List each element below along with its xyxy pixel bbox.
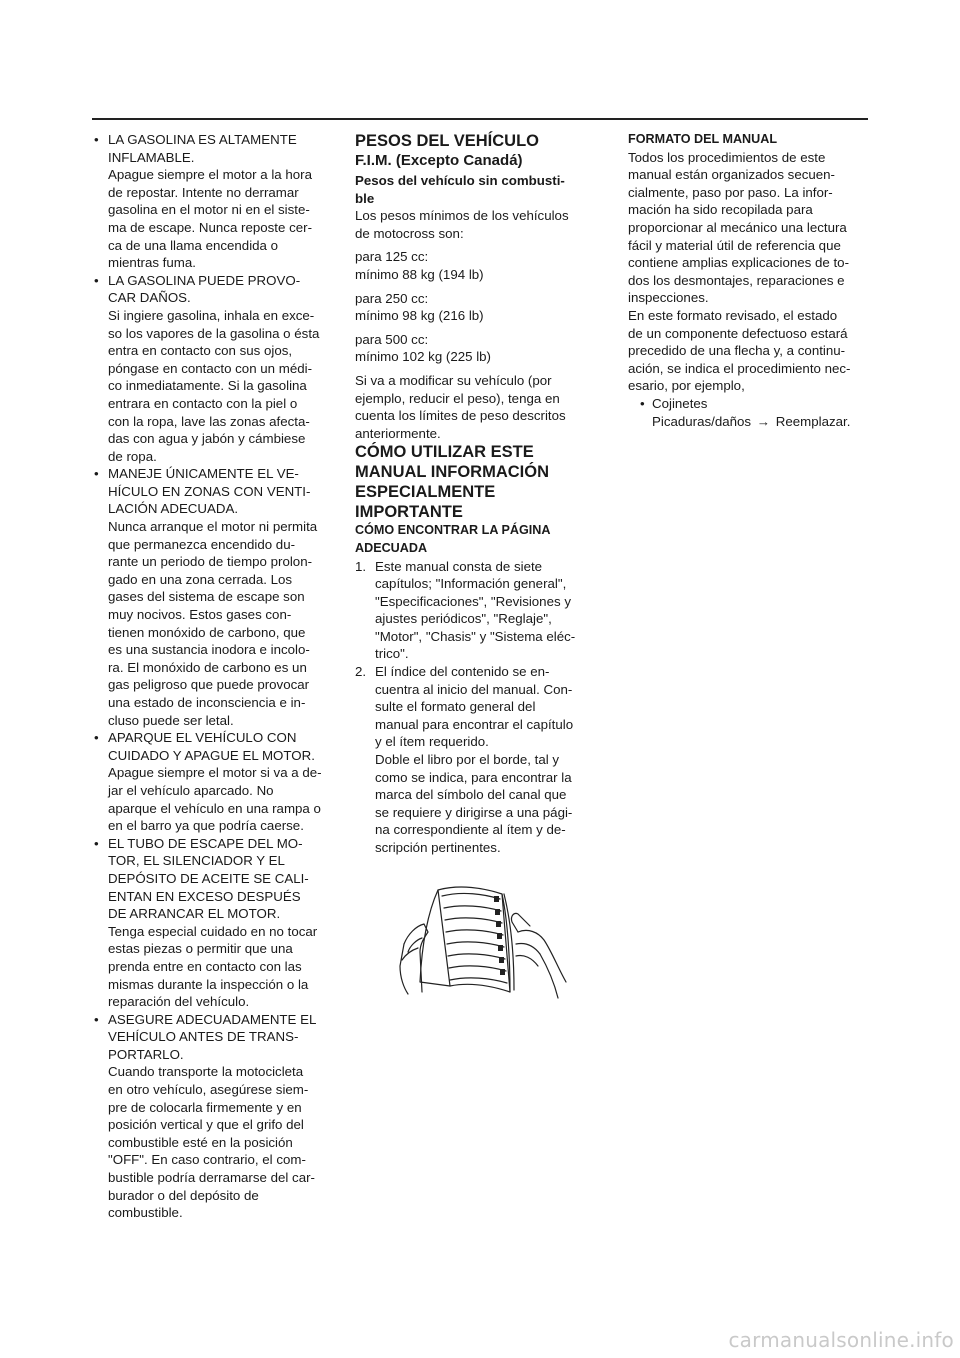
warning-item: • APARQUE EL VEHÍCULO CON CUIDADO Y APAGUE EL MOTOR. Apague siempre el motor si va a de- jar el vehículo aparcado. No aparque el vehículo en una rampa o en el barro ya que podría caerse.: [92, 729, 334, 835]
weight-entry: para 500 cc: mínimo 102 kg (225 lb): [355, 331, 491, 365]
warning-item: • MANEJE ÚNICAMENTE EL VE- HÍCULO EN ZONAS CON VENTI- LACIÓN ADECUADA. Nunca arranque el motor ni permita que permanezca encendido du- rante un periodo de tiempo prolon- gado en una zona cerrada. Los gases del sistema de escape son muy nocivos. Estos gases con- tienen monóxido de carbono, que es una sustancia inodora e incolo- ra. El monóxido de carbono es un gas peligroso que puede provocar una estado de inconsciencia e in- cluso puede ser letal.: [92, 465, 334, 729]
weights-intro: Los pesos mínimos de los vehículos de motocross son:: [355, 208, 569, 241]
warning-item: • LA GASOLINA PUEDE PROVO- CAR DAÑOS. Si ingiere gasolina, inhala en exce- so los vapores de la gasolina o ésta entra en contacto con sus ojos, póngase en contacto con un médi- co inmediatamente. Si la gasolina entrara en contacto con la piel o con la ropa, lave las zonas afecta- das con agua y jabón y cámbiese de ropa.: [92, 272, 334, 466]
weights-note: Si va a modificar su vehículo (por ejemplo, reducir el peso), tenga en cuenta los límites de peso descritos anteriormente.: [355, 372, 566, 441]
warning-item: • LA GASOLINA ES ALTAMENTE INFLAMABLE. Apague siempre el motor a la hora de repostar. Intente no derramar gasolina en el motor ni en el siste- ma de escape. Nunca reposte cer- ca de una llama encendida o mientras fuma.: [92, 131, 334, 272]
find-page-heading: CÓMO ENCONTRAR LA PÁGINA ADECUADA: [355, 523, 551, 555]
watermark: carmanualsonline.info: [728, 1328, 954, 1352]
column-warnings: [92, 131, 334, 1222]
weight-entry: para 250 cc: mínimo 98 kg (216 lb): [355, 290, 484, 324]
bullet-dot: •: [640, 395, 645, 411]
column-weights-usage: [355, 131, 605, 857]
warning-item: • ASEGURE ADECUADAMENTE EL VEHÍCULO ANTES DE TRANS- PORTARLO. Cuando transporte la motocicleta en otro vehículo, asegúrese siem- pre de colocarla firmemente y en posición vertical y que el grifo del combustible esté en la posición "OFF". En caso contrario, el com- bustible podría derramarse del car- burador o del depósito de combustible.: [92, 1011, 334, 1222]
right-arrow-icon: →: [756, 413, 771, 429]
book-flexing-illustration: [398, 882, 570, 1000]
steps-list: [355, 558, 605, 857]
step-item: 2. El índice del contenido se en- cuentra al inicio del manual. Con- sulte el formato general del manual para encontrar el capítulo y el ítem requerido. Doble el libro por el borde, tal y como se indica, para encontrar la marca del símbolo del canal que se requiere y dirigirse a una pági- na correspondiente al ítem y de- scripción pertinentes.: [355, 664, 574, 855]
step-item: 1. Este manual consta de siete capítulos; "Información general", "Especificaciones", "Revisiones y ajustes periódicos", "Reglaje", "Motor", "Chasis" y "Sistema eléc- trico".: [355, 558, 576, 662]
weights-subheading: F.I.M. (Excepto Canadá): [355, 152, 523, 169]
weights-label: Pesos del vehículo sin combusti- ble: [355, 173, 565, 206]
column-format: [628, 131, 870, 430]
weight-entry: para 125 cc: mínimo 88 kg (194 lb): [355, 249, 484, 282]
format-heading: FORMATO DEL MANUAL: [628, 132, 778, 146]
usage-heading: CÓMO UTILIZAR ESTE MANUAL INFORMACIÓN ESPECIALMENTE IMPORTANTE: [355, 443, 550, 522]
format-example: • Cojinetes Picaduras/daños → Reemplazar.: [640, 395, 851, 429]
format-text: Todos los procedimientos de este manual están organizados secuen- cialmente, paso por paso. La infor- mación ha sido recopilada para proporcionar al mecánico una lectura fácil y material útil de referencia que contiene amplias explicaciones de to- dos los desmontajes, reparaciones e inspecciones. En este formato revisado, el estado de un componente defectuoso estará precedido de una flecha y, a continu- ación, se indica el procedimiento nec- esario, por ejemplo,: [628, 149, 851, 394]
warnings-list: [92, 131, 334, 1222]
weights-heading: PESOS DEL VEHÍCULO: [355, 132, 539, 150]
top-rule: [92, 118, 868, 120]
warning-item: • EL TUBO DE ESCAPE DEL MO- TOR, EL SILENCIADOR Y EL DEPÓSITO DE ACEITE SE CALI- ENTAN EN EXCESO DESPUÉS DE ARRANCAR EL MOTOR. Tenga especial cuidado en no tocar estas piezas o permitir que una prenda entre en contacto con las mismas durante la inspección o la reparación del vehículo.: [92, 835, 334, 1011]
